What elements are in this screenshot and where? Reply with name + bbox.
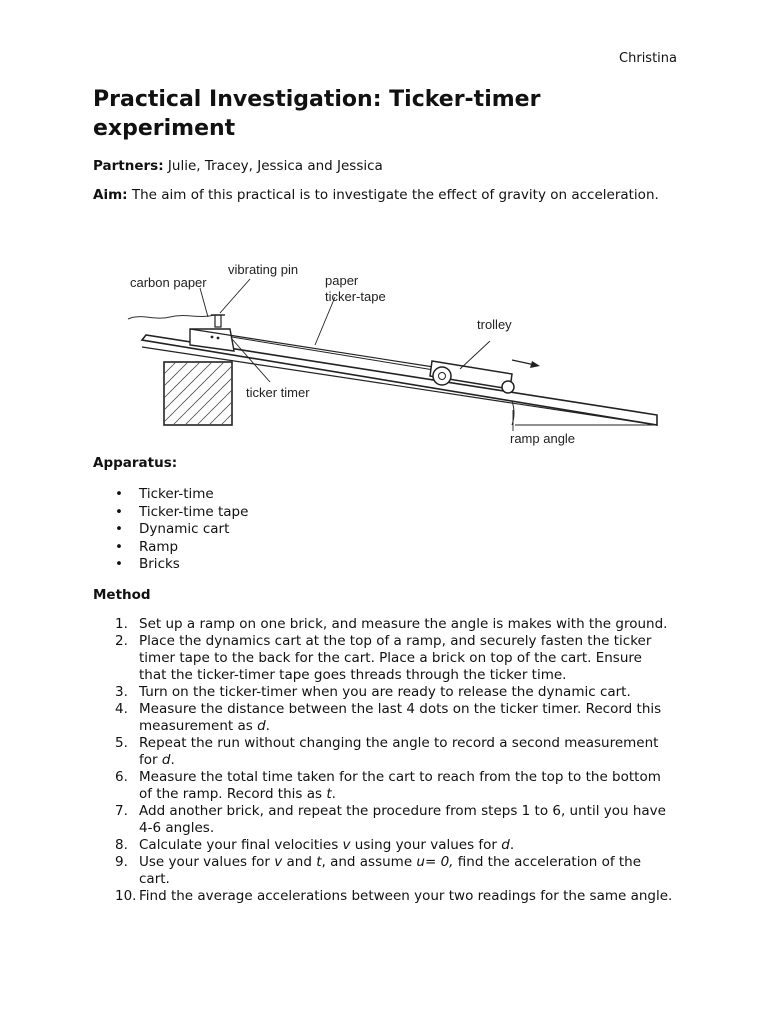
step-text: .: [331, 786, 336, 802]
step-number: 7.: [115, 803, 128, 819]
apparatus-list: [93, 486, 248, 574]
step-number: 2.: [115, 633, 128, 649]
apparatus-item: • Ramp: [93, 539, 248, 557]
ticker-timer-diagram: [120, 255, 665, 460]
label-vibrating-pin: vibrating pin: [228, 262, 299, 277]
label-trolley: trolley: [477, 317, 512, 332]
partners-text: Julie, Tracey, Jessica and Jessica: [163, 158, 383, 174]
step-text: .: [170, 752, 175, 768]
apparatus-item: • Bricks: [93, 556, 248, 574]
method-step: [93, 769, 673, 803]
apparatus-heading: Apparatus:: [93, 455, 178, 471]
author-name: Christina: [619, 51, 677, 66]
aim-line: [93, 186, 683, 204]
step-text: Turn on the ticker-timer when you are ready to release the dynamic cart.: [139, 684, 631, 700]
label-ticker-timer: ticker timer: [246, 385, 310, 400]
step-variable: d: [257, 718, 266, 734]
step-text: Repeat the run without changing the angle to record a second measurement for: [139, 735, 659, 768]
step-number: 5.: [115, 735, 128, 751]
step-text: Measure the distance between the last 4 dots on the ticker timer. Record this measurement as: [139, 701, 662, 734]
step-variable: d: [161, 752, 171, 768]
label-ticker-tape: ticker-tape: [325, 289, 386, 304]
label-carbon-paper: carbon paper: [130, 275, 207, 290]
step-text: Calculate your final velocities: [139, 837, 343, 853]
method-step: [93, 854, 673, 888]
page-title: Practical Investigation: Ticker-timer experiment: [93, 87, 541, 141]
apparatus-item: • Ticker-time tape: [93, 504, 248, 522]
step-number: 9.: [115, 854, 128, 870]
trolley-wheel-back: [502, 381, 514, 393]
step-variable: t: [326, 786, 332, 802]
apparatus-item: • Dynamic cart: [93, 521, 248, 539]
step-variable: d: [501, 837, 510, 853]
step-text: Measure the total time taken for the cart to reach from the top to the bottom of the ramp. Record this as: [139, 769, 661, 802]
method-list: [93, 616, 673, 905]
step-text: .: [509, 837, 515, 853]
method-step: [93, 735, 673, 769]
step-number: 8.: [115, 837, 128, 853]
step-text: Set up a ramp on one brick, and measure the angle is makes with the ground.: [139, 616, 668, 632]
method-step: [93, 684, 673, 701]
step-text: Add another brick, and repeat the procedure from steps 1 to 6, until you have 4-6 angles.: [139, 803, 666, 836]
label-paper: paper: [325, 273, 359, 288]
step-text: Place the dynamics cart at the top of a ramp, and securely fasten the ticker timer tape to the back for the cart. Place a brick on top of the cart. Ensure that the ticker-timer tape goes threads through the ticker time.: [139, 633, 652, 683]
brick: [164, 362, 232, 425]
method-heading: Method: [93, 587, 151, 603]
step-text: , and assume: [321, 854, 417, 870]
trolley-wheel-front: [433, 367, 451, 385]
partners-label: Partners:: [93, 158, 164, 174]
step-text: Find the average accelerations between your two readings for the same angle.: [139, 888, 673, 904]
aim-text: The aim of this practical is to investigate the effect of gravity on acceleration.: [127, 187, 659, 203]
step-text: and: [282, 854, 317, 870]
step-text: using your values for: [350, 837, 502, 853]
aim-label: Aim:: [93, 187, 128, 203]
step-text: find the acceleration of the cart.: [139, 854, 642, 887]
step-text: .: [265, 718, 270, 734]
step-text: Use your values for: [139, 854, 275, 870]
method-step: [93, 701, 673, 735]
bench-line: [128, 315, 215, 319]
method-step: [93, 616, 673, 633]
step-number: 4.: [115, 701, 128, 717]
method-step: [93, 888, 673, 905]
method-step: [93, 837, 673, 854]
step-variable: t: [316, 854, 322, 870]
step-number: 1.: [115, 616, 128, 632]
step-number: 3.: [115, 684, 128, 700]
vibrating-pin: [215, 315, 221, 327]
step-variable: v: [342, 837, 351, 853]
step-variable: u= 0,: [416, 854, 454, 870]
apparatus-item: • Ticker-time: [93, 486, 248, 504]
step-number: 6.: [115, 769, 128, 785]
method-step: [93, 633, 673, 684]
step-number: 10.: [115, 888, 137, 904]
label-ramp-angle: ramp angle: [510, 431, 576, 446]
step-variable: v: [274, 854, 283, 870]
method-step: [93, 803, 673, 837]
partners-line: [93, 157, 683, 175]
